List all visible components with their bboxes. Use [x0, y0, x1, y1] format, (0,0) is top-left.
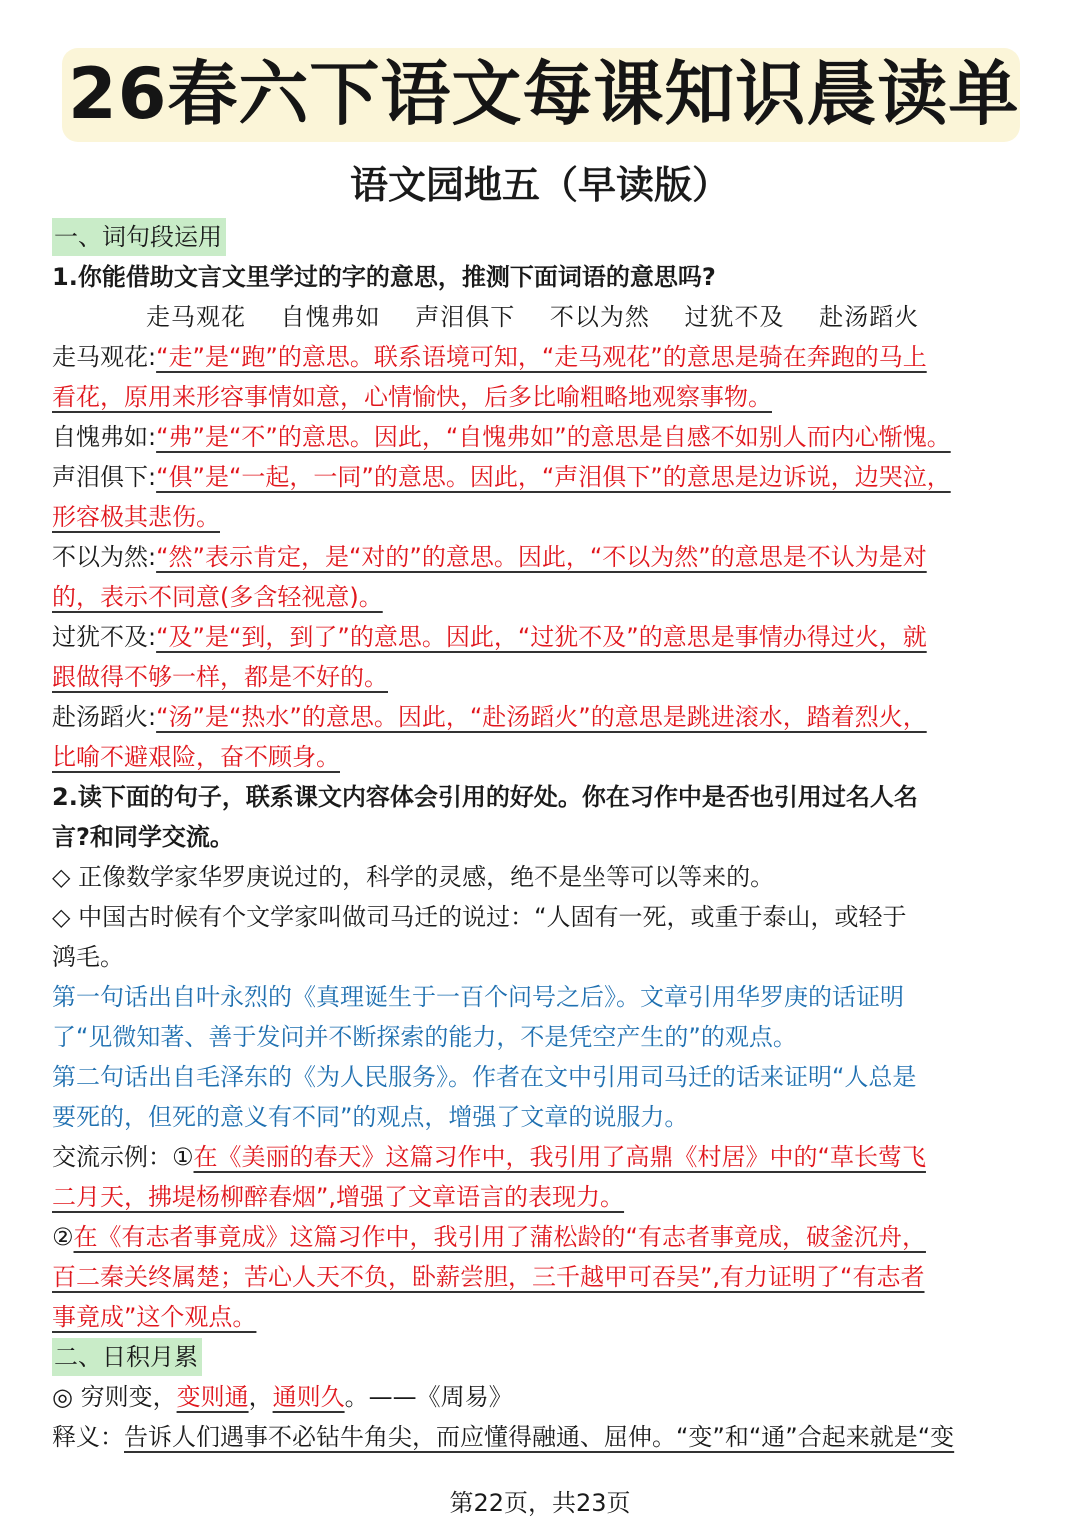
quote-line	[52, 1377, 1037, 1417]
answer-text: 看花，原用来形容事情如意，心情愉快，后多比喻粗略地观察事物。	[52, 383, 772, 411]
meaning-text: 告诉人们遇事不必钻牛角尖，而应懂得融通、屈伸。“变”和“通”合起来就是“变	[124, 1423, 955, 1451]
example-text: 二月天，拂堤杨柳醉春烟”,增强了文章语言的表现力。	[52, 1183, 625, 1211]
example-text: 百二秦关终属楚；苦心人天不负，卧薪尝胆，三千越甲可吞吴”,有力证明了“有志者	[52, 1263, 925, 1291]
word-item: 声泪俱下	[415, 303, 516, 331]
question-2-cont: 言?和同学交流。	[52, 823, 234, 851]
section-heading-1: 一、词句段运用	[52, 218, 226, 256]
quote-source: 。——《周易》	[344, 1383, 513, 1411]
page-title: 26春六下语文每课知识晨读单	[68, 53, 1020, 135]
answer-text: “及”是“到，到了”的意思。因此，“过犹不及”的意思是事情办得过火，就	[156, 623, 927, 651]
word-item: 自愧弗如	[280, 303, 381, 331]
explanation-2: 第二句话出自毛泽东的《为人民服务》。作者在文中引用司马迁的话来证明“人总是	[52, 1063, 917, 1091]
answer-text: 比喻不避艰险，奋不顾身。	[52, 743, 340, 771]
answer-label: 声泪俱下:	[52, 463, 157, 491]
section-heading-2: 二、日积月累	[52, 1338, 202, 1376]
answer-label: 自愧弗如:	[52, 423, 157, 451]
answer-text: 跟做得不够一样，都是不好的。	[52, 663, 388, 691]
example-text: 在《有志者事竟成》这篇习作中，我引用了蒲松龄的“有志者事竟成，破釜沉舟，	[73, 1223, 926, 1251]
word-item: 走马观花	[146, 303, 246, 331]
answer-text: 的，表示不同意(多含轻视意)。	[52, 583, 383, 611]
sentence-2: ◇ 中国古时候有个文学家叫做司马迁的说过：“人固有一死，或重于泰山，或轻于	[52, 903, 907, 931]
question-2: 2.读下面的句子，联系课文内容体会引用的好处。你在习作中是否也引用过名人名	[52, 783, 918, 811]
question-1: 1.你能借助文言文里学过的字的意思，推测下面词语的意思吗?	[52, 263, 716, 291]
answer-item	[52, 617, 1037, 657]
meaning-line	[52, 1417, 1037, 1457]
example-mark: ②	[52, 1223, 74, 1251]
answer-label: 走马观花:	[52, 343, 157, 371]
answer-label: 不以为然:	[52, 543, 157, 571]
answer-item	[52, 417, 1037, 457]
answer-item	[52, 697, 1037, 737]
sentence-1: ◇ 正像数学家华罗庚说过的，科学的灵感，绝不是坐等可以等来的。	[52, 863, 775, 891]
answer-label: 过犹不及:	[52, 623, 157, 651]
answer-item	[52, 457, 1037, 497]
page-subtitle: 语文园地五（早读版）	[349, 163, 730, 207]
answer-text: “汤”是“热水”的意思。因此，“赴汤蹈火”的意思是跳进滚水，踏着烈火，	[156, 703, 927, 731]
example-text: 在《美丽的春天》这篇习作中，我引用了高鼎《村居》中的“草长莺飞	[193, 1143, 926, 1171]
quote-text: ◎ 穷则变，	[52, 1383, 177, 1411]
explanation-1-cont: 了“见微知著、善于发问并不断探索的能力，不是凭空产生的”的观点。	[52, 1023, 797, 1051]
explanation-2-cont: 要死的，但死的意义有不同”的观点，增强了文章的说服力。	[52, 1103, 689, 1131]
explanation-1: 第一句话出自叶永烈的《真理诞生于一百个问号之后》。文章引用华罗庚的话证明	[52, 983, 904, 1011]
example-1	[52, 1137, 1037, 1177]
answer-text: “弗”是“不”的意思。因此，“自愧弗如”的意思是自感不如别人而内心惭愧。	[156, 423, 951, 451]
word-item: 不以为然	[549, 303, 650, 331]
page-number: 第22页，共23页	[449, 1489, 631, 1517]
sentence-2-cont: 鸿毛。	[52, 943, 124, 971]
example-label: 交流示例：①	[52, 1143, 194, 1171]
quote-blank: 通则久	[272, 1383, 345, 1411]
answer-text: “然”表示肯定，是“对的”的意思。因此，“不以为然”的意思是不认为是对	[156, 543, 927, 571]
answer-item	[52, 537, 1037, 577]
word-item: 过犹不及	[684, 303, 785, 331]
answer-text: “俱”是“一起，一同”的意思。因此，“声泪俱下”的意思是边诉说，边哭泣，	[156, 463, 951, 491]
meaning-label: 释义：	[52, 1423, 124, 1451]
example-2	[52, 1217, 1037, 1257]
quote-blank: 变则通	[176, 1383, 249, 1411]
word-list	[52, 297, 1037, 337]
word-item: 赴汤蹈火	[819, 303, 920, 331]
quote-text: ，	[248, 1383, 273, 1411]
answer-label: 赴汤蹈火:	[52, 703, 157, 731]
answer-text: “走”是“跑”的意思。联系语境可知，“走马观花”的意思是骑在奔跑的马上	[156, 343, 927, 371]
worksheet-content	[52, 217, 1037, 1457]
answer-item	[52, 337, 1037, 377]
example-text: 事竟成”这个观点。	[52, 1303, 257, 1331]
answer-text: 形容极其悲伤。	[52, 503, 220, 531]
